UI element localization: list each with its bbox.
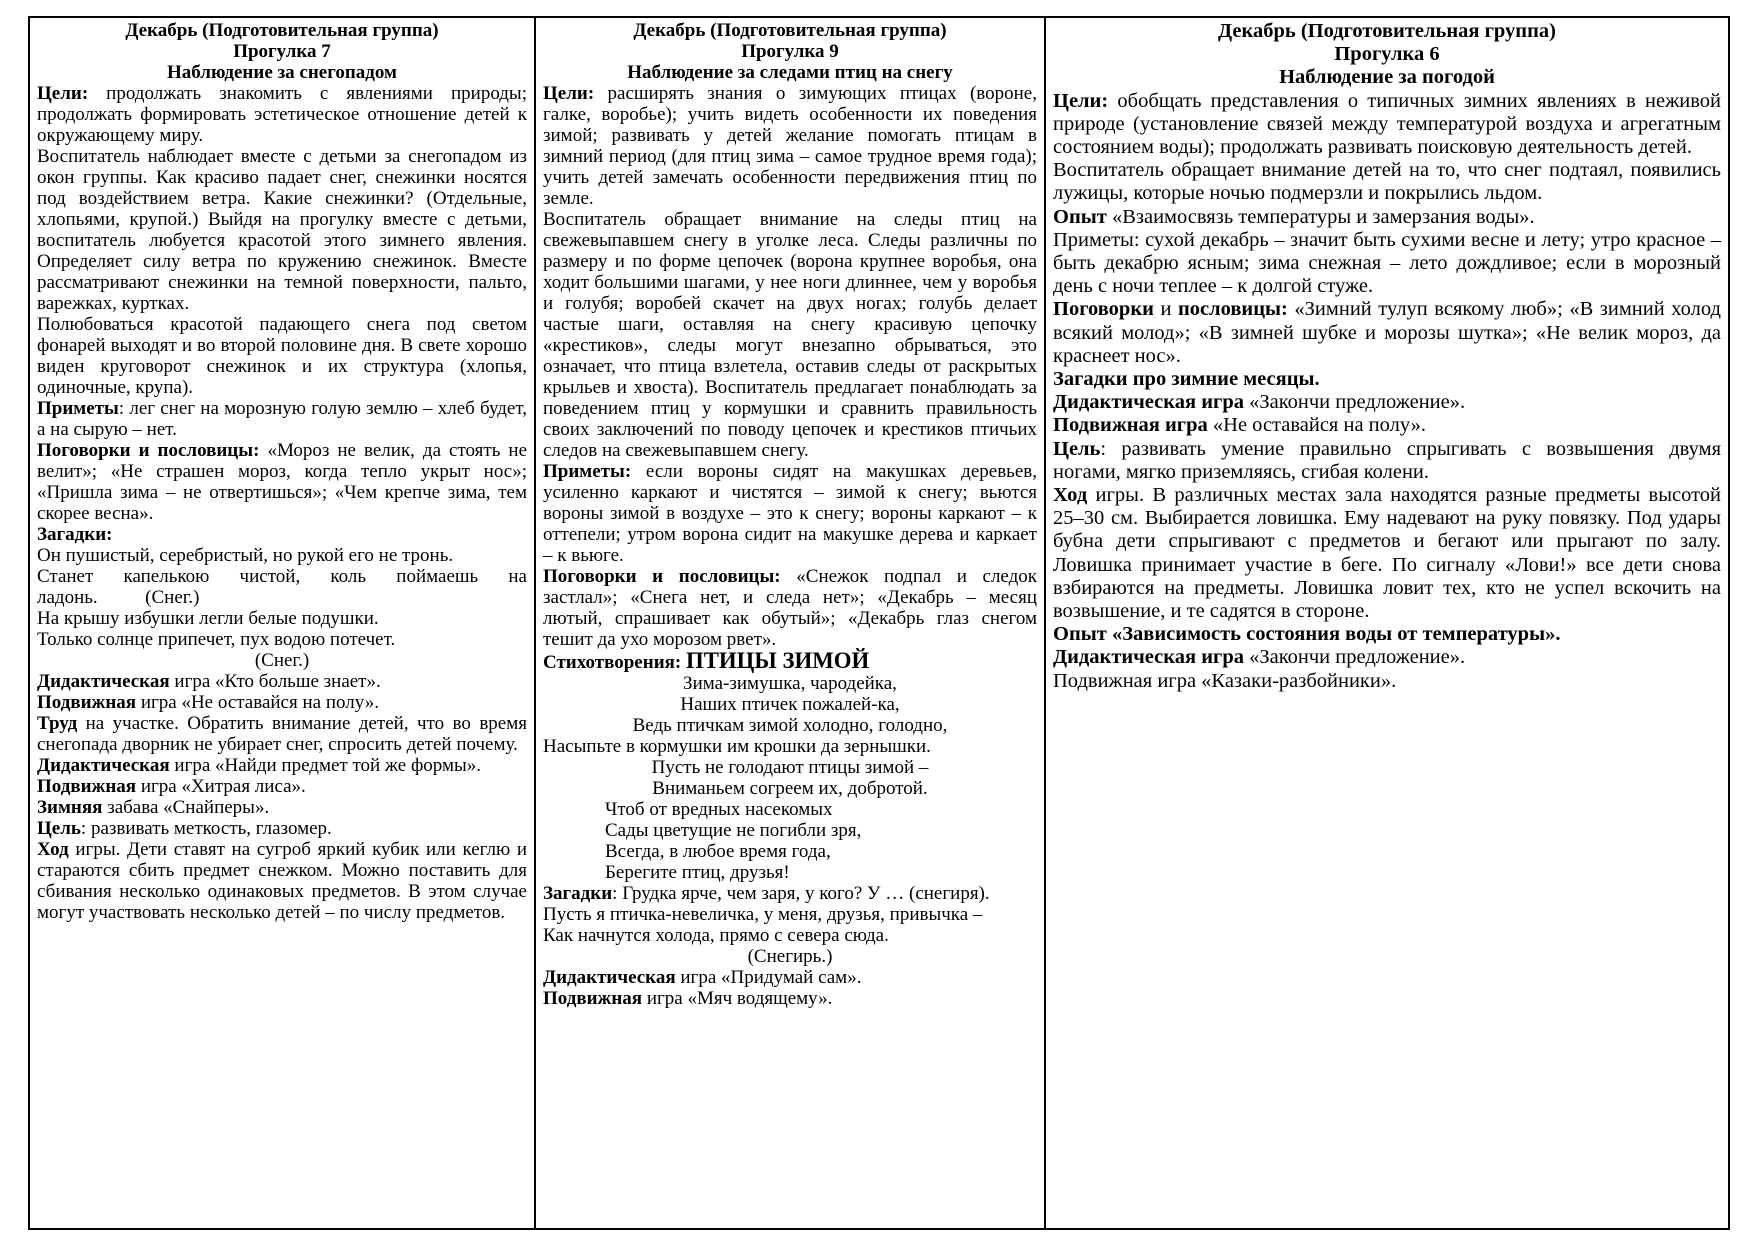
paragraph: [543, 673, 1037, 694]
paragraph: [37, 776, 527, 797]
paragraph: [37, 608, 527, 629]
text-run: «Закончи предложение».: [1243, 391, 1466, 414]
paragraph: [37, 650, 527, 671]
bold-text-run: Опыт: [1053, 205, 1107, 228]
bold-text-run: Цели:: [543, 83, 595, 104]
paragraph: [543, 83, 1037, 209]
paragraph: [37, 818, 527, 839]
bold-text-run: Цели:: [37, 83, 107, 104]
paragraph: [543, 904, 1037, 925]
text-run: (Снегирь.): [747, 946, 833, 967]
text-run: Прогулка 7: [233, 41, 331, 62]
heading: [1053, 43, 1721, 66]
text-run: Сады цветущие не погибли зря,: [605, 820, 862, 841]
text-run: игры. В различных местах зала находятся разные предметы высотой 25–30 см. Выбирается ловишка. Ему надевают на руку повязку. Под удары бубна дети спрыгивают с предметов и бегают или прыгают по залу. Ловишка принимает участие в беге. По сигналу «Лови!» все дети снова взбираются на предметы. Ловишка ловит тех, кто не успел вскочить на возвышение, и те садятся в стороне.: [1053, 484, 1721, 623]
bold-text-run: Поговорки: [1053, 298, 1154, 321]
paragraph: [543, 883, 1037, 904]
text-run: расширять знания о зимующих птицах (вороне, галке, воробье); учить видеть особенности их поведения зимой; развивать у детей желание помогать птицам в зимний период (для птиц зима – самое трудное время года); учить детей замечать особенности передвижения птиц по земле.: [543, 83, 1037, 209]
paragraph: [543, 841, 1037, 862]
bold-text-run: Загадки: [543, 883, 613, 904]
bold-text-run: Подвижная: [37, 776, 137, 797]
paragraph: [37, 314, 527, 398]
paragraph: [543, 820, 1037, 841]
paragraph: [543, 566, 1037, 650]
paragraph: [1053, 438, 1721, 484]
heading: [37, 41, 527, 62]
heading: [543, 41, 1037, 62]
paragraph: [37, 839, 527, 923]
bold-text-run: Дидактическая: [37, 755, 170, 776]
paragraph: [37, 146, 527, 314]
text-run: Пусть я птичка-невеличка, у меня, друзья, привычка –: [543, 904, 983, 925]
paragraph: [1053, 206, 1721, 229]
heading: [37, 20, 527, 41]
paragraph: [1053, 90, 1721, 160]
text-run: Станет капелькою чистой, коль поймаешь на ладонь. (Снег.): [37, 566, 527, 608]
heading: [543, 62, 1037, 83]
paragraph: [1053, 646, 1721, 669]
paragraph: [37, 440, 527, 524]
paragraph: [543, 799, 1037, 820]
text-run: Вниманьем согреем их, добротой.: [652, 778, 928, 799]
text-run: Наблюдение за снегопадом: [166, 62, 397, 83]
paragraph: [1053, 623, 1721, 646]
paragraph: [543, 946, 1037, 967]
bold-text-run: Зимняя: [37, 797, 103, 818]
bold-text-run: Цели:: [1053, 89, 1109, 112]
text-run: Зима-зимушка, чародейка,: [683, 673, 897, 694]
paragraph: [37, 713, 527, 755]
lesson-plan-table: [28, 16, 1730, 1230]
column-walk-6: [1045, 17, 1729, 1229]
bold-text-run: Дидактическая: [543, 967, 676, 988]
heading: [1053, 20, 1721, 43]
bold-text-run: Опыт «Зависимость состояния воды от температуры».: [1053, 623, 1561, 646]
text-run: Только солнце припечет, пух водою потечет.: [37, 629, 396, 650]
text-run: Берегите птиц, друзья!: [605, 862, 790, 883]
paragraph: [543, 862, 1037, 883]
bold-text-run: Подвижная: [543, 988, 643, 1009]
text-run: «Зимний тулуп всякому люб»; «В зимний холод всякий молод»; «В зимней шубке и морозы шутка»; «Не велик мороз, да краснеет нос».: [1053, 298, 1721, 367]
text-run: Как начнутся холода, прямо с севера сюда.: [543, 925, 889, 946]
bold-text-run: Дидактическая игра: [1053, 391, 1244, 414]
text-run: Чтоб от вредных насекомых: [605, 799, 833, 820]
text-run: «Не оставайся на полу».: [1207, 414, 1426, 437]
paragraph: [543, 209, 1037, 461]
paragraph: [37, 524, 527, 545]
bold-text-run: Ход: [1053, 484, 1088, 507]
paragraph: [37, 755, 527, 776]
heading: [37, 62, 527, 83]
bold-text-run: Цель: [1053, 437, 1101, 460]
text-run: игра «Хитрая лиса».: [136, 776, 306, 797]
text-run: : развивать умение правильно спрыгивать с возвышения двумя ногами, мягко приземляясь, сгибая колени.: [1053, 437, 1721, 483]
text-run: продолжать знакомить с явлениями природы; продолжать формировать эстетическое отношение детей к окружающему миру.: [37, 83, 527, 146]
paragraph: [543, 967, 1037, 988]
text-run: Воспитатель обращает внимание на следы птиц на свежевыпавшем снегу в уголке леса. Следы различны по размеру и по форме цепочек (ворона крупнее воробья, она ходит большими шагами, у нее ноги длиннее, чем у воробья и голубя; воробей скачет на двух ногах; голубь делает частые шаги, оставляя на снегу красивую цепочку «крестиков», следы могут внезапно обрываться, это означает, что птица взлетела, оставив следы от раскрытых крыльев и хвоста). Воспитатель предлагает понаблюдать за поведением птиц у кормушки и сравнить правильность своих заключений по поводу цепочек и крестиков птичьих следов на свежевыпавшем снегу.: [543, 209, 1037, 461]
paragraph: [543, 778, 1037, 799]
paragraph: [1053, 159, 1721, 205]
paragraph: [37, 671, 527, 692]
paragraph: [37, 629, 527, 650]
text-run: Ведь птичкам зимой холодно, голодно,: [632, 715, 948, 736]
bold-text-run: ПТИЦЫ ЗИМОЙ: [686, 648, 870, 673]
text-run: Наблюдение за погодой: [1279, 66, 1495, 89]
text-run: Всегда, в любое время года,: [605, 841, 831, 862]
column-walk-9: [535, 17, 1045, 1229]
bold-text-run: Подвижная игра: [1053, 414, 1208, 437]
text-run: Приметы: сухой декабрь – значит быть сухими весне и лету; утро красное – быть декабрю ясным; зима снежная – лето дождливое; если в морозный день с ночи теплее – к долгой стуже.: [1053, 228, 1721, 298]
paragraph: [37, 566, 527, 608]
paragraph: [543, 650, 1037, 673]
text-run: забава «Снайперы».: [102, 797, 270, 818]
bold-text-run: Подвижная: [37, 692, 137, 713]
text-run: «Закончи предложение».: [1243, 646, 1466, 669]
bold-text-run: Цель: [37, 818, 81, 839]
text-run: Полюбоваться красотой падающего снега под светом фонарей выходят и во второй половине дня. В свете хорошо виден круговорот снежинок и их структура (хлопья, одиночные, крупа).: [37, 314, 527, 398]
paragraph: [37, 83, 527, 146]
paragraph: [1053, 229, 1721, 299]
paragraph: [1053, 484, 1721, 623]
heading: [1053, 66, 1721, 89]
text-run: (Снег.): [254, 650, 310, 671]
text-run: Он пушистый, серебристый, но рукой его не тронь.: [37, 545, 454, 566]
bold-text-run: пословицы:: [1177, 298, 1288, 321]
text-run: Насыпьте в кормушки им крошки да зернышки.: [543, 736, 931, 757]
paragraph: [543, 736, 1037, 757]
bold-text-run: Труд: [37, 713, 78, 734]
text-run: : Грудка ярче, чем заря, у кого? У … (снегиря).: [612, 883, 990, 904]
paragraph: [37, 545, 527, 566]
text-run: «Снежок подпал и следок застлал»; «Снега нет, и следа нет»; «Декабрь – месяц лютый, спрашивает как обутый»; «Декабрь глаз снегом тешит да ухо морозом рвет».: [543, 566, 1037, 650]
paragraph: [543, 715, 1037, 736]
column-walk-7: [29, 17, 535, 1229]
text-run: игра «Не оставайся на полу».: [136, 692, 379, 713]
bold-text-run: Дидактическая: [37, 671, 170, 692]
text-run: игра «Мяч водящему».: [642, 988, 833, 1009]
paragraph: [1053, 391, 1721, 414]
text-run: если вороны сидят на макушках деревьев, усиленно каркают и чистятся – зимой к снегу; вьются вороны зимой в воздухе – это к снегу; вороны каркают – к оттепели; утром ворона сидит на макушке дерева и каркает – к вьюге.: [543, 461, 1037, 566]
paragraph: [1053, 298, 1721, 368]
text-run: Наблюдение за следами птиц на снегу: [627, 62, 953, 83]
text-run: «Мороз не велик, да стоять не велит»; «Не страшен мороз, когда тепло укрыт нос»; «Пришла зима – не отвертишься»; «Чем крепче зима, тем скорее весна».: [37, 440, 527, 524]
text-run: На крышу избушки легли белые подушки.: [37, 608, 379, 629]
bold-text-run: Ход: [37, 839, 69, 860]
text-run: игра «Придумай сам».: [675, 967, 862, 988]
text-run: игра «Кто больше знает».: [169, 671, 381, 692]
text-run: игры. Дети ставят на сугроб яркий кубик или кеглю и стараются сбить предмет снежком. Можно поставить для сбивания несколько одинаковых предметов. В этом случае могут участвовать несколько детей – по числу предметов.: [37, 839, 527, 923]
bold-text-run: Поговорки и пословицы:: [37, 440, 260, 461]
bold-text-run: Дидактическая игра: [1053, 646, 1244, 669]
bold-text-run: Приметы:: [543, 461, 632, 482]
bold-text-run: Загадки:: [37, 524, 113, 545]
text-run: Прогулка 9: [741, 41, 839, 62]
paragraph: [1053, 670, 1721, 693]
paragraph: [1053, 414, 1721, 437]
text-run: : развивать меткость, глазомер.: [80, 818, 332, 839]
text-run: и: [1153, 298, 1178, 321]
text-run: на участке. Обратить внимание детей, что во время снегопада дворник не убирает снег, спросить детей почему.: [37, 713, 527, 755]
text-run: Воспитатель обращает внимание детей на то, что снег подтаял, появились лужицы, которые ночью подмерзли и покрылись льдом.: [1053, 159, 1721, 205]
paragraph: [543, 925, 1037, 946]
paragraph: [543, 461, 1037, 566]
paragraph: [543, 757, 1037, 778]
bold-text-run: Поговорки и пословицы:: [543, 566, 781, 587]
paragraph: [1053, 368, 1721, 391]
text-run: : лег снег на морозную голую землю – хлеб будет, а на сырую – нет.: [37, 398, 527, 440]
text-run: Пусть не голодают птицы зимой –: [651, 757, 929, 778]
text-run: Декабрь (Подготовительная группа): [1218, 20, 1556, 42]
paragraph: [37, 398, 527, 440]
bold-text-run: Приметы: [37, 398, 119, 419]
text-run: Декабрь (Подготовительная группа): [125, 20, 439, 41]
bold-text-run: Стихотворения:: [543, 652, 686, 673]
text-run: игра «Найди предмет той же формы».: [169, 755, 482, 776]
text-run: Воспитатель наблюдает вместе с детьми за снегопадом из окон группы. Как красиво падает снег, снежинки носятся под воздействием ветра. Какие снежинки? (Отдельные, хлопьями, крупой.) Выйдя на прогулку вместе с детьми, воспитатель любуется красотой этого зимнего явления. Определяет силу ветра по кружению снежинок. Вместе рассматривают снежинки на темной поверхности, пальто, варежках, куртках.: [37, 146, 527, 314]
heading: [543, 20, 1037, 41]
paragraph: [543, 694, 1037, 715]
text-run: «Взаимосвязь температуры и замерзания воды».: [1106, 205, 1535, 228]
table-row: [29, 17, 1729, 1229]
paragraph: [543, 988, 1037, 1009]
text-run: Прогулка 6: [1334, 43, 1440, 66]
text-run: обобщать представления о типичных зимних явлениях в неживой природе (установление связей между температурой воздуха и агрегатным состоянием воды); продолжать развивать поисковую деятельность детей.: [1053, 89, 1721, 159]
text-run: Подвижная игра «Казаки-разбойники».: [1053, 669, 1397, 692]
text-run: Наших птичек пожалей-ка,: [680, 694, 900, 715]
text-run: Декабрь (Подготовительная группа): [633, 20, 947, 41]
bold-text-run: Загадки про зимние месяцы.: [1053, 368, 1320, 391]
paragraph: [37, 797, 527, 818]
paragraph: [37, 692, 527, 713]
